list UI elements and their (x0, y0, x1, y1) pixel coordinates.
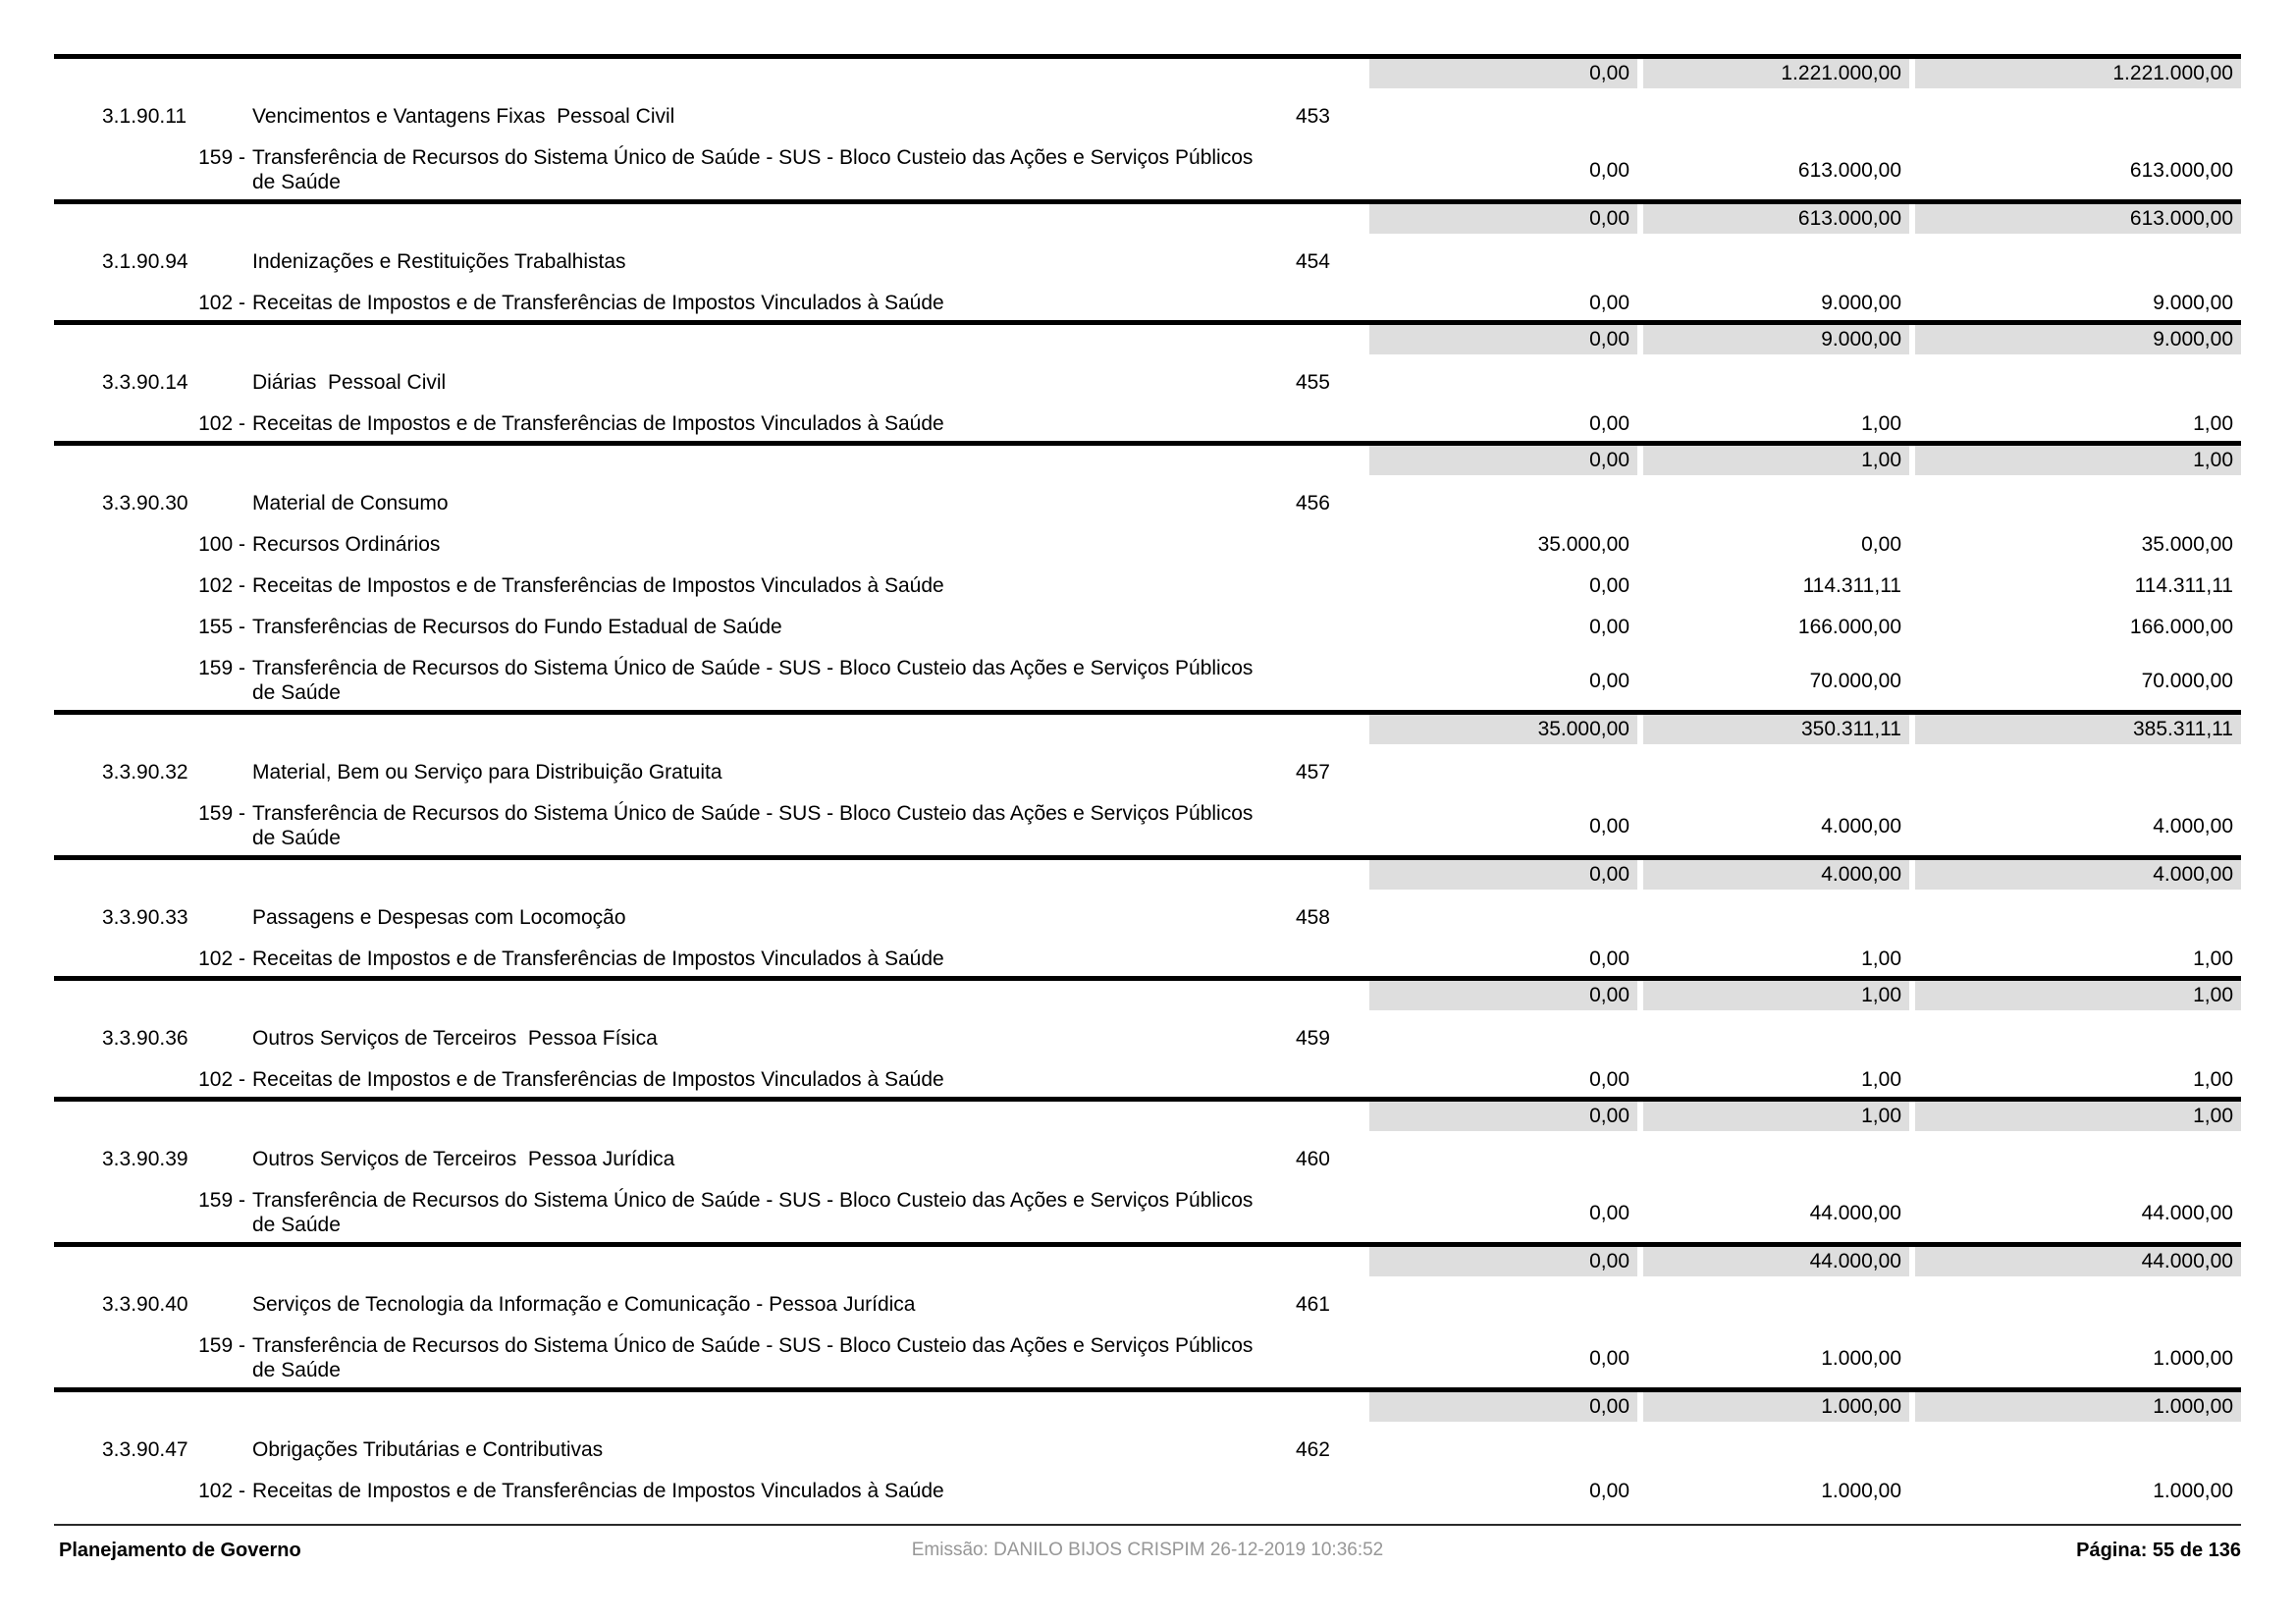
section-total-col3: 385.311,11 (1915, 715, 2241, 744)
expense-description: Material, Bem ou Serviço para Distribuição Gratuita (252, 761, 722, 784)
funding-source-rows (54, 947, 2241, 971)
expense-description: Vencimentos e Vantagens Fixas Pessoal Civil (252, 105, 675, 128)
report-title: Planejamento de Governo (59, 1540, 301, 1561)
expense-heading-row (54, 104, 2241, 129)
expense-sequence-number: 458 (1295, 906, 1330, 929)
funding-source-row (54, 573, 2241, 598)
expense-section (54, 104, 2241, 234)
funding-source-rows (54, 801, 2241, 850)
section-total-col1: 0,00 (1369, 981, 1637, 1010)
value-cells (1369, 158, 2241, 183)
expense-section (54, 249, 2241, 354)
funding-source-code: 159 - (198, 1334, 245, 1357)
section-total-row (54, 204, 2241, 234)
footer-text-row (54, 1540, 2241, 1562)
value-col3: 1,00 (2193, 947, 2233, 970)
budget-table (54, 0, 2241, 1503)
expense-sequence-number: 457 (1295, 761, 1330, 784)
expense-section (54, 1147, 2241, 1276)
expense-code: 3.3.90.33 (102, 906, 188, 929)
footer-rule (54, 1524, 2241, 1526)
section-total-col2: 9.000,00 (1643, 325, 1909, 354)
funding-source-rows (54, 145, 2241, 194)
expense-section (54, 1026, 2241, 1131)
expense-code: 3.3.90.14 (102, 371, 188, 394)
value-col3: 1.000,00 (2153, 1346, 2233, 1370)
value-cells (1369, 1067, 2241, 1092)
section-total-col1: 0,00 (1369, 860, 1637, 890)
funding-source-code: 159 - (198, 1189, 245, 1212)
expense-code: 3.3.90.39 (102, 1148, 188, 1170)
value-col1: 0,00 (1589, 292, 1629, 314)
value-col2: 9.000,00 (1821, 292, 1901, 314)
section-total-col2: 1,00 (1643, 1102, 1909, 1131)
value-cells (1369, 814, 2241, 839)
value-cells (1369, 1479, 2241, 1503)
value-col2: 70.000,00 (1809, 669, 1901, 692)
expense-heading-row (54, 491, 2241, 515)
value-col2: 166.000,00 (1797, 616, 1901, 638)
section-total-row (54, 1247, 2241, 1276)
value-col1: 0,00 (1589, 574, 1629, 597)
expense-section (54, 370, 2241, 475)
expense-code: 3.3.90.36 (102, 1027, 188, 1050)
value-col3: 44.000,00 (2141, 1201, 2233, 1224)
value-col3: 70.000,00 (2141, 669, 2233, 692)
section-total-row (54, 446, 2241, 475)
value-col3: 166.000,00 (2129, 616, 2233, 638)
section-total-col2: 350.311,11 (1643, 715, 1909, 744)
expense-sequence-number: 455 (1295, 371, 1330, 394)
expense-section (54, 1437, 2241, 1503)
value-col2: 1.000,00 (1821, 1346, 1901, 1370)
page-number: Página: 55 de 136 (2076, 1540, 2241, 1561)
value-col1: 0,00 (1589, 1068, 1629, 1091)
expense-heading-row (54, 1147, 2241, 1171)
value-cells (1369, 532, 2241, 557)
funding-source-rows (54, 1479, 2241, 1503)
expense-section (54, 1292, 2241, 1422)
funding-source-description: Transferência de Recursos do Sistema Único de Saúde - SUS - Bloco Custeio das Ações e Serviços Públicos de Saúde (252, 657, 1259, 704)
funding-source-description: Transferência de Recursos do Sistema Único de Saúde - SUS - Bloco Custeio das Ações e Serviços Públicos de Saúde (252, 1334, 1259, 1381)
expense-code: 3.3.90.47 (102, 1438, 188, 1461)
funding-source-rows (54, 411, 2241, 436)
expense-description: Indenizações e Restituições Trabalhistas (252, 250, 626, 273)
expense-sequence-number: 462 (1295, 1438, 1330, 1461)
value-col3: 35.000,00 (2141, 533, 2233, 556)
value-col3: 613.000,00 (2129, 158, 2233, 182)
funding-source-description: Receitas de Impostos e de Transferências de Impostos Vinculados à Saúde (252, 1068, 944, 1091)
section-total-row (54, 981, 2241, 1010)
value-cells (1369, 669, 2241, 693)
expense-description: Material de Consumo (252, 492, 449, 514)
section-total-col2: 4.000,00 (1643, 860, 1909, 890)
value-col1: 0,00 (1589, 1480, 1629, 1502)
emission-info: Emissão: DANILO BIJOS CRISPIM 26-12-2019 10:36:52 (911, 1540, 1384, 1560)
expense-heading-row (54, 370, 2241, 395)
carryover-total-col3: 1.221.000,00 (1915, 59, 2241, 88)
section-total-col1: 0,00 (1369, 1392, 1637, 1422)
funding-source-description: Receitas de Impostos e de Transferências de Impostos Vinculados à Saúde (252, 292, 944, 314)
page-footer (54, 1524, 2241, 1562)
value-col1: 0,00 (1589, 669, 1629, 692)
expense-section (54, 760, 2241, 890)
funding-source-description: Receitas de Impostos e de Transferências de Impostos Vinculados à Saúde (252, 947, 944, 970)
funding-source-description: Transferência de Recursos do Sistema Único de Saúde - SUS - Bloco Custeio das Ações e Serviços Públicos de Saúde (252, 1189, 1259, 1236)
expense-section (54, 905, 2241, 1010)
section-total-col2: 613.000,00 (1643, 204, 1909, 234)
expense-description: Serviços de Tecnologia da Informação e Comunicação - Pessoa Jurídica (252, 1293, 916, 1316)
funding-source-code: 155 - (198, 616, 245, 638)
funding-source-row (54, 656, 2241, 705)
value-col2: 44.000,00 (1809, 1201, 1901, 1224)
section-total-col1: 35.000,00 (1369, 715, 1637, 744)
section-total-row (54, 1392, 2241, 1422)
funding-source-row (54, 145, 2241, 194)
expense-sequence-number: 453 (1295, 105, 1330, 128)
section-total-row (54, 860, 2241, 890)
value-col2: 1,00 (1861, 947, 1901, 970)
funding-source-rows (54, 532, 2241, 705)
funding-source-description: Receitas de Impostos e de Transferências de Impostos Vinculados à Saúde (252, 412, 944, 435)
section-total-col3: 9.000,00 (1915, 325, 2241, 354)
funding-source-description: Receitas de Impostos e de Transferências de Impostos Vinculados à Saúde (252, 1480, 944, 1502)
expense-code: 3.1.90.11 (102, 105, 187, 128)
section-total-col3: 1.000,00 (1915, 1392, 2241, 1422)
funding-source-row (54, 532, 2241, 557)
value-cells (1369, 1346, 2241, 1371)
section-total-col3: 1,00 (1915, 1102, 2241, 1131)
expense-description: Outros Serviços de Terceiros Pessoa Física (252, 1027, 658, 1050)
funding-source-rows (54, 1067, 2241, 1092)
section-total-col1: 0,00 (1369, 1247, 1637, 1276)
section-total-col2: 1,00 (1643, 446, 1909, 475)
funding-source-description: Recursos Ordinários (252, 533, 441, 556)
value-col2: 1,00 (1861, 1068, 1901, 1091)
section-total-col1: 0,00 (1369, 204, 1637, 234)
funding-source-rows (54, 291, 2241, 315)
expense-section (54, 491, 2241, 744)
funding-source-rows (54, 1188, 2241, 1237)
funding-source-row (54, 291, 2241, 315)
section-total-row (54, 715, 2241, 744)
value-cells (1369, 615, 2241, 639)
section-total-col3: 1,00 (1915, 981, 2241, 1010)
expense-heading-row (54, 905, 2241, 930)
expense-code: 3.3.90.30 (102, 492, 188, 514)
value-cells (1369, 411, 2241, 436)
funding-source-code: 159 - (198, 802, 245, 825)
section-total-col1: 0,00 (1369, 325, 1637, 354)
expense-sequence-number: 459 (1295, 1027, 1330, 1050)
expense-heading-row (54, 1026, 2241, 1051)
funding-source-row (54, 615, 2241, 639)
value-col2: 1,00 (1861, 412, 1901, 435)
expense-code: 3.1.90.94 (102, 250, 188, 273)
expense-description: Obrigações Tributárias e Contributivas (252, 1438, 604, 1461)
section-total-col2: 1.000,00 (1643, 1392, 1909, 1422)
funding-source-description: Transferência de Recursos do Sistema Único de Saúde - SUS - Bloco Custeio das Ações e Serviços Públicos de Saúde (252, 146, 1259, 193)
funding-source-row (54, 947, 2241, 971)
funding-source-description: Transferência de Recursos do Sistema Único de Saúde - SUS - Bloco Custeio das Ações e Serviços Públicos de Saúde (252, 802, 1259, 849)
section-total-col1: 0,00 (1369, 446, 1637, 475)
expense-heading-row (54, 1437, 2241, 1462)
funding-source-row (54, 801, 2241, 850)
value-col1: 0,00 (1589, 158, 1629, 182)
expense-sequence-number: 456 (1295, 492, 1330, 514)
value-col3: 1,00 (2193, 412, 2233, 435)
value-col1: 0,00 (1589, 616, 1629, 638)
section-total-col2: 44.000,00 (1643, 1247, 1909, 1276)
section-total-col3: 613.000,00 (1915, 204, 2241, 234)
value-col2: 613.000,00 (1797, 158, 1901, 182)
carryover-total-row (54, 59, 2241, 88)
value-col3: 1,00 (2193, 1068, 2233, 1091)
funding-source-row (54, 1333, 2241, 1382)
funding-source-description: Transferências de Recursos do Fundo Estadual de Saúde (252, 616, 782, 638)
value-col3: 4.000,00 (2153, 814, 2233, 838)
section-total-row (54, 1102, 2241, 1131)
value-col1: 35.000,00 (1537, 533, 1629, 556)
expense-sequence-number: 454 (1295, 250, 1330, 273)
value-col1: 0,00 (1589, 1201, 1629, 1224)
carryover-total-col1: 0,00 (1369, 59, 1637, 88)
funding-source-code: 159 - (198, 657, 245, 679)
expense-sequence-number: 461 (1295, 1293, 1330, 1316)
expense-code: 3.3.90.40 (102, 1293, 188, 1316)
funding-source-row (54, 1067, 2241, 1092)
funding-source-description: Receitas de Impostos e de Transferências de Impostos Vinculados à Saúde (252, 574, 944, 597)
value-cells (1369, 1201, 2241, 1225)
value-cells (1369, 947, 2241, 971)
section-total-col1: 0,00 (1369, 1102, 1637, 1131)
expense-heading-row (54, 760, 2241, 784)
funding-source-row (54, 411, 2241, 436)
funding-source-code: 102 - (198, 1068, 245, 1091)
value-col1: 0,00 (1589, 947, 1629, 970)
section-total-row (54, 325, 2241, 354)
section-total-col3: 1,00 (1915, 446, 2241, 475)
value-cells (1369, 291, 2241, 315)
expense-code: 3.3.90.32 (102, 761, 188, 784)
funding-source-code: 102 - (198, 412, 245, 435)
funding-source-code: 159 - (198, 146, 245, 169)
value-col2: 4.000,00 (1821, 814, 1901, 838)
funding-source-code: 100 - (198, 533, 245, 556)
funding-source-row (54, 1479, 2241, 1503)
section-total-col2: 1,00 (1643, 981, 1909, 1010)
value-col1: 0,00 (1589, 412, 1629, 435)
expense-description: Outros Serviços de Terceiros Pessoa Jurídica (252, 1148, 675, 1170)
value-col1: 0,00 (1589, 1346, 1629, 1370)
expense-heading-row (54, 249, 2241, 274)
funding-source-code: 102 - (198, 1480, 245, 1502)
value-col2: 0,00 (1861, 533, 1901, 556)
expense-description: Diárias Pessoal Civil (252, 371, 447, 394)
value-col3: 1.000,00 (2153, 1480, 2233, 1502)
funding-source-row (54, 1188, 2241, 1237)
value-col3: 9.000,00 (2153, 292, 2233, 314)
expense-description: Passagens e Despesas com Locomoção (252, 906, 626, 929)
expense-heading-row (54, 1292, 2241, 1317)
funding-source-code: 102 - (198, 947, 245, 970)
value-cells (1369, 573, 2241, 598)
funding-source-rows (54, 1333, 2241, 1382)
carryover-total-col2: 1.221.000,00 (1643, 59, 1909, 88)
funding-source-code: 102 - (198, 574, 245, 597)
value-col1: 0,00 (1589, 814, 1629, 838)
expense-sequence-number: 460 (1295, 1148, 1330, 1170)
section-total-col3: 44.000,00 (1915, 1247, 2241, 1276)
funding-source-code: 102 - (198, 292, 245, 314)
section-total-col3: 4.000,00 (1915, 860, 2241, 890)
value-col2: 1.000,00 (1821, 1480, 1901, 1502)
value-col3: 114.311,11 (2134, 574, 2233, 597)
value-col2: 114.311,11 (1802, 574, 1901, 597)
